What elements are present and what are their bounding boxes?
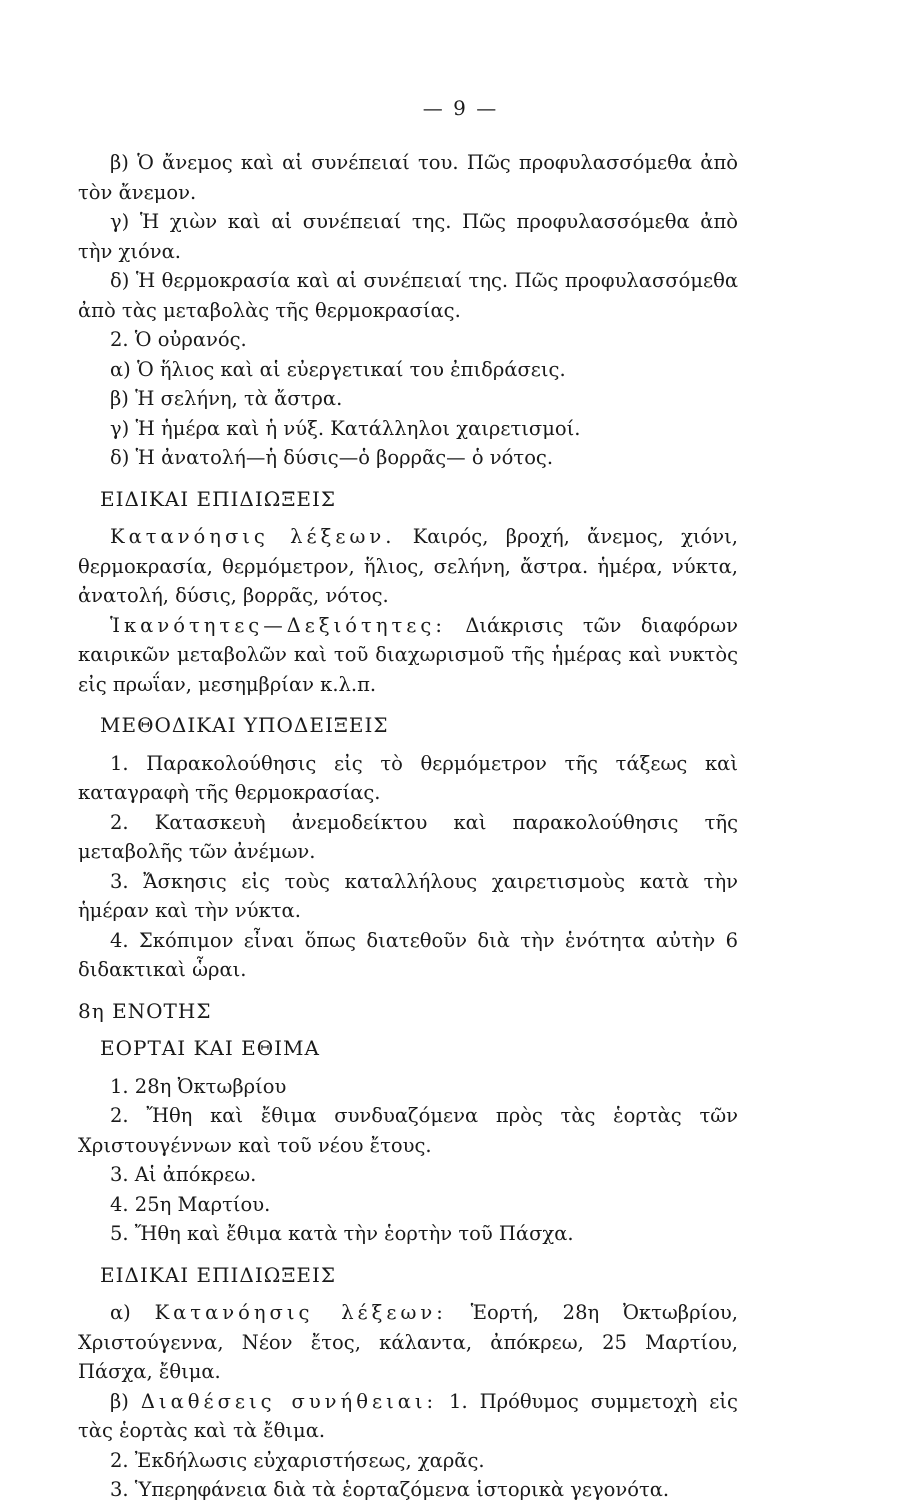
- item-prefix: α): [110, 1301, 155, 1324]
- skills-paragraph: [78, 611, 738, 700]
- item-prefix: β): [110, 1389, 141, 1413]
- topic-line: β) Ὁ ἄνεμος καὶ αἱ συνέπειαί του. Πῶς προφυλασσόμεθα ἀπὸ τὸν ἄνεμον.: [78, 151, 738, 204]
- topic-line: δ) Ἡ θερμοκρασία καὶ αἱ συνέπειαί της. Πῶς προφυλασσόμεθα ἀπὸ τὰς μεταβολὰς τῆς θερμοκρασίας.: [78, 269, 738, 322]
- method-item: 1. Παρακολούθησις εἰς τὸ θερμόμετρον τῆς τάξεως καὶ καταγραφὴ τῆς θερμοκρασίας.: [78, 751, 738, 804]
- unit-title: ΕΟΡΤΑΙ ΚΑΙ ΕΘΙΜΑ: [100, 1036, 320, 1060]
- unit-item: 5. Ἤθη καὶ ἔθιμα κατὰ τὴν ἑορτὴν τοῦ Πάσχα.: [110, 1222, 574, 1245]
- vocabulary-paragraph-2: [78, 1298, 738, 1387]
- unit-item: 1. 28η Ὀκτωβρίου: [110, 1074, 287, 1098]
- dispositions-text: 1. Πρόθυμος συμμετοχὴ εἰς τὰς ἑορτὰς καὶ τὰ ἔθιμα.: [78, 1389, 738, 1442]
- topic-line: δ) Ἡ ἀνατολή—ἡ δύσις—ὁ βορρᾶς— ὁ νότος.: [110, 446, 554, 469]
- section-heading-eidikai-2: ΕΙΔΙΚΑΙ ΕΠΙΔΙΩΞΕΙΣ: [100, 1262, 337, 1287]
- page-body: [78, 148, 738, 1505]
- section-heading-methodikai: ΜΕΘΟΔΙΚΑΙ ΥΠΟΔΕΙΞΕΙΣ: [100, 713, 389, 737]
- method-item: 3. Ἄσκησις εἰς τοὺς καταλλήλους χαιρετισμοὺς κατὰ τὴν ἡμέραν καὶ τὴν νύκτα.: [78, 869, 738, 922]
- dispositions-item: 2. Ἐκδήλωσις εὐχαριστήσεως, χαρᾶς.: [110, 1448, 485, 1472]
- section-heading-eidikai: ΕΙΔΙΚΑΙ ΕΠΙΔΙΩΞΕΙΣ: [100, 486, 337, 511]
- dispositions-paragraph: [78, 1387, 738, 1446]
- vocabulary-paragraph: [78, 522, 738, 611]
- vocabulary-text-2: Ἑορτή, 28η Ὀκτωβρίου, Χριστούγεννα, Νέον ἔτος, κάλαντα, ἀπόκρεω, 25 Μαρτίου, Πάσχα, ἔθιμα.: [78, 1301, 738, 1383]
- vocabulary-text: Καιρός, βροχή, ἄνεμος, χιόνι, θερμοκρασία, θερμόμετρον, ἥλιος, σελήνη, ἄστρα. ἡμέρα, νύκτα, ἀνατολή, δύσις, βορρᾶς, νότος.: [78, 525, 739, 607]
- unit-item: 2. Ἤθη καὶ ἔθιμα συνδυαζόμενα πρὸς τὰς ἑορτὰς τῶν Χριστουγέννων καὶ τοῦ νέου ἔτους.: [78, 1104, 738, 1157]
- topic-line: γ) Ἡ χιὼν καὶ αἱ συνέπειαί της. Πῶς προφυλασσόμεθα ἀπὸ τὴν χιόνα.: [78, 210, 738, 263]
- method-item: 2. Κατασκευὴ ἀνεμοδείκτου καὶ παρακολούθησις τῆς μεταβολῆς τῶν ἀνέμων.: [78, 810, 738, 863]
- topic-line: γ) Ἡ ἡμέρα καὶ ἡ νύξ. Κατάλληλοι χαιρετισμοί.: [110, 416, 581, 440]
- page-number: — 9 —: [422, 96, 499, 120]
- vocabulary-label: Κατανόησις λέξεων.: [110, 525, 396, 548]
- topic-line: α) Ὁ ἥλιος καὶ αἱ εὐεργετικαί του ἐπιδράσεις.: [110, 357, 566, 381]
- skills-label: Ἱκανότητες—Δεξιότητες:: [110, 613, 446, 637]
- unit-heading: 8η ΕΝΟΤΗΣ: [78, 998, 212, 1023]
- vocabulary-label-2: Κατανόησις λέξεων:: [154, 1301, 447, 1324]
- dispositions-label: Διαθέσεις συνήθειαι:: [140, 1389, 438, 1413]
- topic-line: 2. Ὁ οὐρανός.: [110, 328, 247, 351]
- skills-text: Διάκρισις τῶν διαφόρων καιρικῶν μεταβολῶν καὶ τοῦ διαχωρισμοῦ τῆς ἡμέρας καὶ νυκτὸς εἰς πρωΐαν, μεσημβρίαν κ.λ.π.: [78, 613, 738, 696]
- method-item: 4. Σκόπιμον εἶναι ὅπως διατεθοῦν διὰ τὴν ἑνότητα αὐτὴν 6 διδακτικαὶ ὧραι.: [78, 928, 738, 981]
- dispositions-item: 3. Ὑπερηφάνεια διὰ τὰ ἑορταζόμενα ἱστορικὰ γεγονότα.: [110, 1478, 670, 1501]
- unit-item: 3. Αἱ ἀπόκρεω.: [110, 1163, 257, 1186]
- topic-line: β) Ἡ σελήνη, τὰ ἄστρα.: [110, 387, 343, 410]
- unit-item: 4. 25η Μαρτίου.: [110, 1192, 271, 1216]
